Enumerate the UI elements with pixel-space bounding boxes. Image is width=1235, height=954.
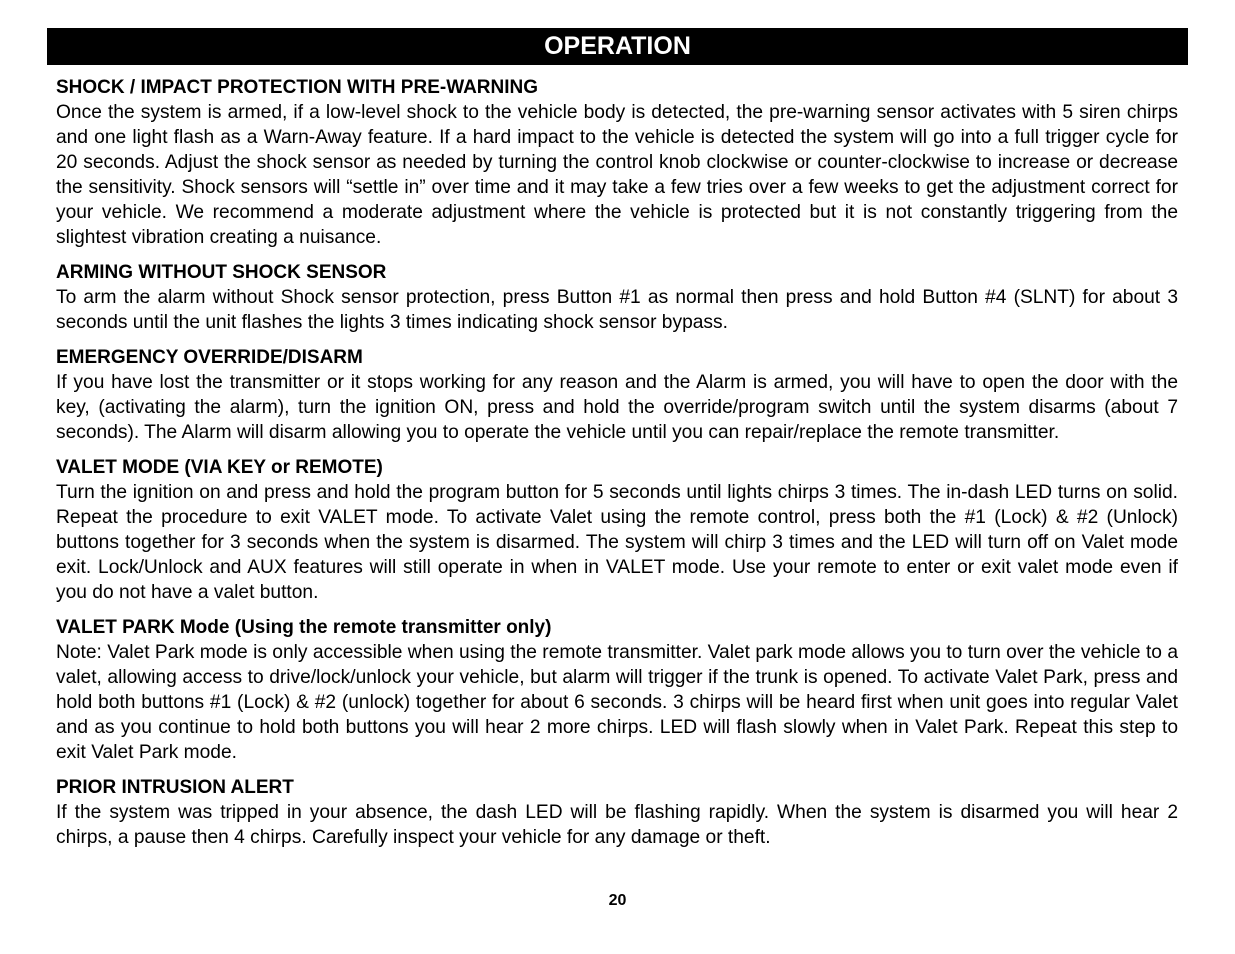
section-heading: ARMING WITHOUT SHOCK SENSOR (56, 262, 387, 283)
section-emergency-override (56, 345, 1178, 445)
document-content (56, 75, 1178, 860)
section-body: To arm the alarm without Shock sensor protection, press Button #1 as normal then press and hold Button #4 (SLNT) for about 3 seconds until the unit flashes the lights 3 times indicating shock sensor bypass. (56, 287, 1178, 333)
section-arming-without-shock-sensor (56, 260, 1178, 335)
section-body: If you have lost the transmitter or it stops working for any reason and the Alarm is armed, you will have to open the door with the key, (activating the alarm), turn the ignition ON, press and hold the override/program switch until the system disarms (about 7 seconds). The Alarm will disarm allowing you to operate the vehicle until you can repair/replace the remote transmitter. (56, 372, 1178, 443)
section-heading: VALET MODE (VIA KEY or REMOTE) (56, 457, 383, 478)
section-heading: EMERGENCY OVERRIDE/DISARM (56, 347, 363, 368)
section-valet-mode (56, 455, 1178, 605)
section-heading: PRIOR INTRUSION ALERT (56, 777, 294, 798)
section-body: Once the system is armed, if a low-level shock to the vehicle body is detected, the pre-warning sensor activates with 5 siren chirps and one light flash as a Warn-Away feature. If a hard impact to the vehicle is detected the system will go into a full trigger cycle for 20 seconds. Adjust the shock sensor as needed by turning the control knob clockwise or counter-clockwise to increase or decrease the sensitivity. Shock sensors will “settle in” over time and it may take a few tries over a few weeks to get the adjustment correct for your vehicle. We recommend a moderate adjustment where the vehicle is protected but it is not constantly triggering from the slightest vibration creating a nuisance. (56, 102, 1178, 248)
section-prior-intrusion-alert (56, 775, 1178, 850)
section-heading: VALET PARK Mode (Using the remote transmitter only) (56, 617, 552, 638)
section-heading: SHOCK / IMPACT PROTECTION WITH PRE-WARNING (56, 77, 539, 98)
section-valet-park-mode (56, 615, 1178, 765)
section-body: If the system was tripped in your absence, the dash LED will be flashing rapidly. When the system is disarmed you will hear 2 chirps, a pause then 4 chirps. Carefully inspect your vehicle for any damage or theft. (56, 802, 1178, 848)
section-body: Note: Valet Park mode is only accessible when using the remote transmitter. Valet park mode allows you to turn over the vehicle to a valet, allowing access to drive/lock/unlock your vehicle, but alarm will trigger if the trunk is opened. To activate Valet Park, press and hold both buttons #1 (Lock) & #2 (unlock) together for about 6 seconds. 3 chirps will be heard first when unit goes into regular Valet and as you continue to hold both buttons you will hear 2 more chirps. LED will flash slowly when in Valet Park. Repeat this step to exit Valet Park mode. (56, 642, 1178, 763)
page-title: OPERATION (47, 28, 1188, 65)
section-shock-impact-protection (56, 75, 1178, 250)
section-body: Turn the ignition on and press and hold the program button for 5 seconds until lights chirps 3 times. The in-dash LED turns on solid. Repeat the procedure to exit VALET mode. To activate Valet using the remote control, press both the #1 (Lock) & #2 (Unlock) buttons together for 3 seconds when the system is disarmed. The system will chirp 3 times and the LED will turn off on Valet mode exit. Lock/Unlock and AUX features will still operate in when in VALET mode. Use your remote to enter or exit valet mode even if you do not have a valet button. (56, 482, 1178, 603)
page-number: 20 (608, 892, 627, 909)
